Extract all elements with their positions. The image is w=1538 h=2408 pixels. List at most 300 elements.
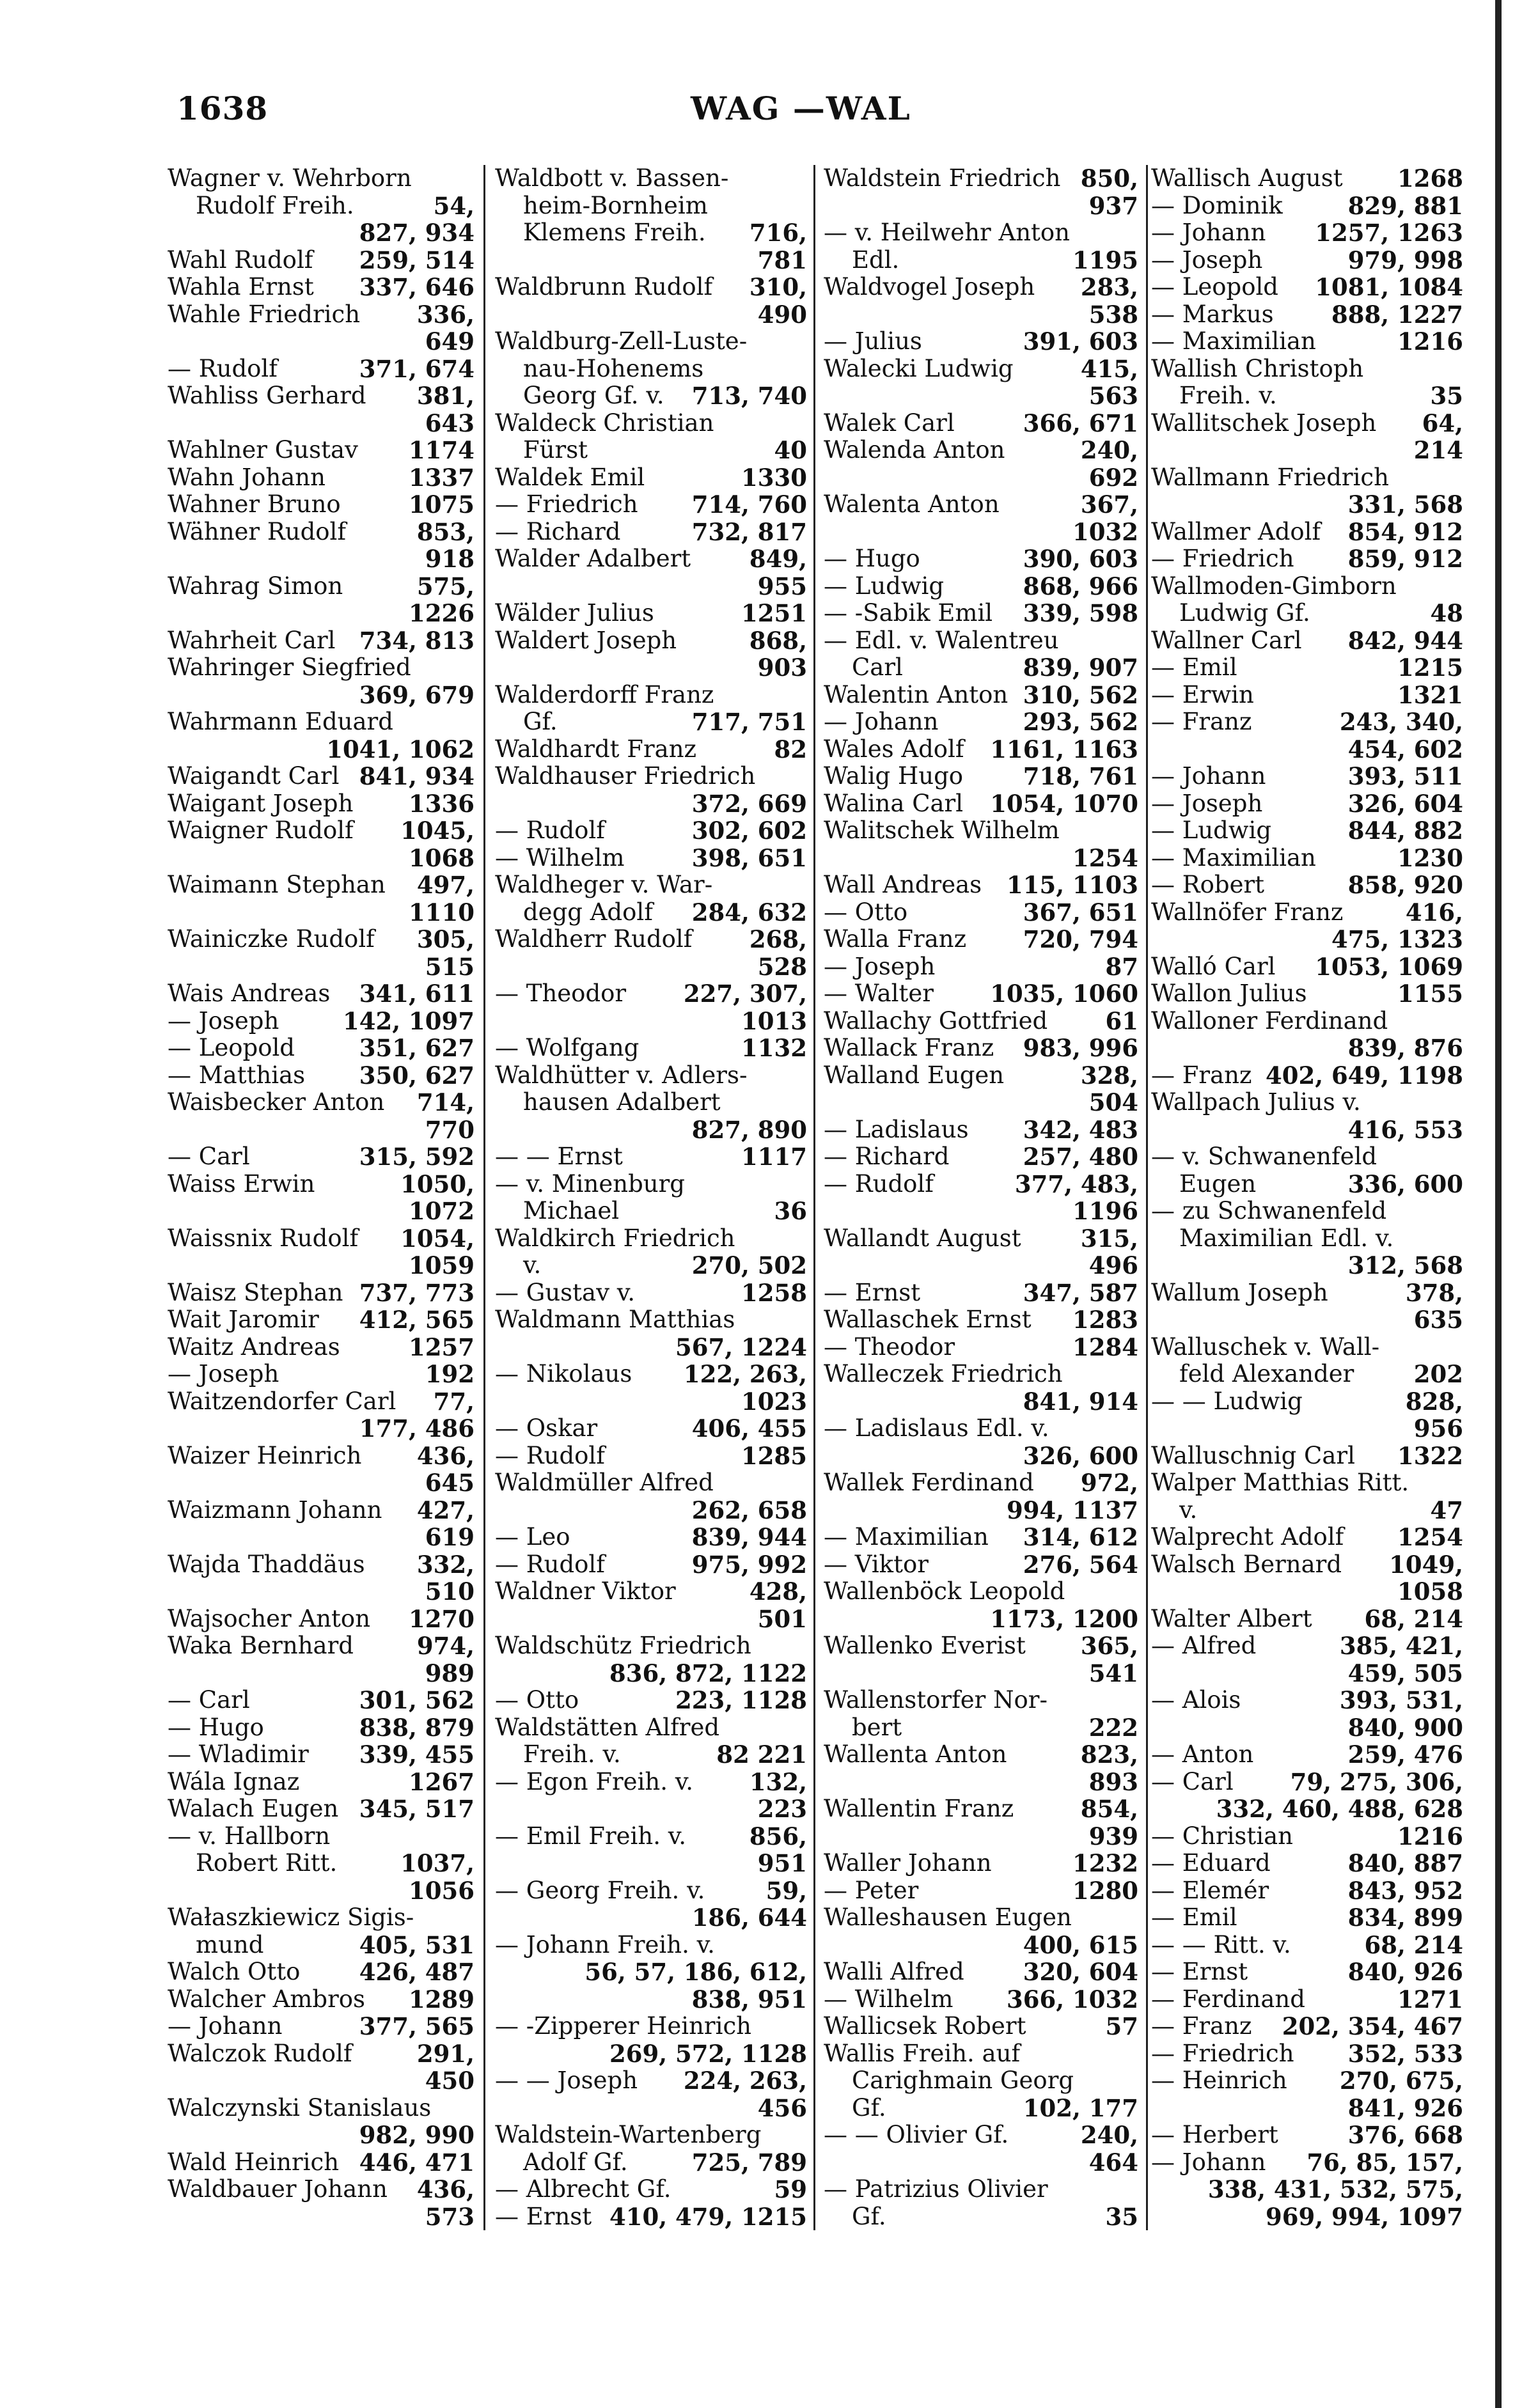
entry-pages: 839, 876: [1347, 1034, 1463, 1062]
index-entry: [168, 437, 475, 464]
entry-pages: 1251: [741, 599, 807, 627]
index-entry: [824, 845, 1138, 872]
index-entry: [168, 2095, 475, 2122]
index-entry: [824, 1904, 1138, 1932]
index-entry: [1151, 382, 1463, 410]
entry-name: Walderdorff Franz: [495, 680, 714, 708]
index-entry: [1151, 1469, 1463, 1497]
entry-name: Waldek Emil: [495, 463, 645, 491]
entry-pages: 87: [1105, 952, 1138, 981]
entry-pages: 314, 612: [1023, 1523, 1138, 1551]
entry-name: Wallnöfer Franz: [1151, 898, 1344, 926]
index-entry: [1151, 1171, 1463, 1198]
entry-pages: 122, 263,: [683, 1360, 807, 1388]
entry-pages: 102, 177: [1023, 2093, 1138, 2122]
entry-pages: 1216: [1397, 327, 1463, 356]
entry-pages: 955: [757, 572, 807, 600]
entry-name: Wallum Joseph: [1151, 1278, 1328, 1306]
entry-name: Walig Hugo: [824, 762, 964, 790]
entry-name: Waldstein Friedrich: [824, 164, 1061, 192]
entry-name: — Ladislaus: [824, 1115, 969, 1143]
entry-name: — Erwin: [1151, 680, 1254, 708]
index-entry: [495, 192, 807, 220]
entry-pages: 1068: [409, 843, 475, 872]
index-entry: [495, 1850, 807, 1877]
entry-pages: 68, 214: [1364, 1930, 1463, 1959]
index-entry: [168, 1551, 475, 1579]
entry-pages: 834, 899: [1347, 1904, 1463, 1932]
index-entry: [824, 953, 1138, 981]
index-entry: [1151, 165, 1463, 192]
index-entry: [168, 1524, 475, 1551]
index-entry: [168, 1932, 475, 1959]
entry-pages: 1257, 1263: [1315, 219, 1463, 247]
entry-name: Waigant Joseph: [168, 789, 354, 817]
entry-pages: 342, 483: [1023, 1115, 1138, 1144]
entry-name: — Johann: [1151, 2148, 1266, 2176]
entry-name: Walluschnig Carl: [1151, 1441, 1355, 1469]
entry-name: — Christian: [1151, 1822, 1293, 1850]
entry-name: — Leo: [495, 1523, 570, 1551]
entry-pages: 841, 914: [1023, 1387, 1138, 1416]
index-entry: [168, 545, 475, 573]
entry-name: Wais Andreas: [168, 980, 331, 1007]
index-entry: [824, 2122, 1138, 2149]
index-entry: [1151, 1632, 1463, 1660]
index-entry: [1151, 1958, 1463, 1986]
entry-name: — Friedrich: [495, 490, 638, 518]
entry-name: Wahn Johann: [168, 463, 326, 491]
index-entry: [824, 247, 1138, 274]
entry-name: — Edl. v. Walentreu: [824, 626, 1059, 654]
entry-name: Wallisch August: [1151, 164, 1343, 192]
index-entry: [168, 2149, 475, 2177]
index-entry: [1151, 1932, 1463, 1959]
index-entry: [168, 2176, 475, 2203]
entry-name: Waimann Stephan: [168, 871, 386, 898]
index-entry: [824, 980, 1138, 1008]
entry-name: Wallandt August: [824, 1224, 1021, 1252]
entry-name: — Alfred: [1151, 1632, 1257, 1659]
index-column-2: [495, 165, 807, 2230]
entry-pages: 1322: [1397, 1441, 1463, 1470]
entry-pages: 367,: [1080, 490, 1138, 519]
entry-name: Waldhauser Friedrich: [495, 762, 756, 790]
index-entry: [1151, 192, 1463, 220]
entry-name: — Heinrich: [1151, 2067, 1287, 2094]
entry-name: — Emil: [1151, 653, 1237, 681]
entry-name: Walek Carl: [824, 409, 955, 437]
entry-pages: 1023: [741, 1387, 807, 1416]
index-entry: [168, 1632, 475, 1660]
entry-pages: 989: [425, 1659, 475, 1687]
index-entry: [495, 1714, 807, 1742]
entry-pages: 446, 471: [359, 2148, 475, 2177]
index-entry: [1151, 573, 1463, 600]
entry-name: Walprecht Adolf: [1151, 1523, 1344, 1551]
entry-name: Maximilian Edl. v.: [1179, 1224, 1394, 1252]
index-entry: [495, 2122, 807, 2149]
index-entry: [824, 328, 1138, 356]
index-entry: [824, 1714, 1138, 1742]
index-entry: [168, 274, 475, 301]
entry-pages: 1035, 1060: [990, 980, 1138, 1008]
entry-pages: 1041, 1062: [326, 735, 475, 763]
entry-pages: 956: [1413, 1414, 1463, 1442]
index-entry: [824, 1795, 1138, 1823]
index-entry: [495, 763, 807, 790]
entry-pages: 1271: [1397, 1985, 1463, 2013]
index-entry: [168, 2067, 475, 2095]
index-entry: [495, 1958, 807, 1986]
entry-pages: 270, 502: [691, 1251, 807, 1279]
entry-pages: 841, 934: [359, 762, 475, 790]
entry-name: Walli Alfred: [824, 1958, 964, 1985]
entry-name: Wajda Thaddäus: [168, 1550, 365, 1578]
index-entry: [168, 1850, 475, 1877]
entry-name: — v. Hallborn: [168, 1822, 331, 1850]
index-entry: [168, 1687, 475, 1714]
index-entry: [1151, 1279, 1463, 1307]
entry-name: Wahrmann Eduard: [168, 708, 393, 735]
index-entry: [824, 1361, 1138, 1388]
index-entry: [824, 165, 1138, 192]
index-entry: [1151, 1497, 1463, 1524]
entry-pages: 269, 572, 1128: [609, 2039, 807, 2068]
index-entry: [168, 219, 475, 247]
index-entry: [824, 2203, 1138, 2231]
index-entry: [1151, 2040, 1463, 2068]
entry-name: Walló Carl: [1151, 952, 1276, 980]
entry-pages: 853,: [416, 517, 475, 546]
index-entry: [168, 1062, 475, 1090]
index-entry: [824, 301, 1138, 329]
index-entry: [824, 274, 1138, 301]
index-entry: [824, 1008, 1138, 1035]
entry-pages: 76, 85, 157,: [1307, 2148, 1463, 2177]
index-entry: [168, 1035, 475, 1062]
index-entry: [168, 1306, 475, 1334]
index-entry: [495, 654, 807, 682]
index-entry: [495, 519, 807, 546]
entry-pages: 436,: [416, 1441, 475, 1470]
entry-name: degg Adolf: [523, 898, 653, 926]
entry-name: — Nikolaus: [495, 1360, 632, 1388]
index-entry: [1151, 627, 1463, 655]
entry-name: — Robert: [1151, 871, 1265, 898]
entry-pages: 1161, 1163: [990, 735, 1138, 763]
entry-name: feld Alexander: [1179, 1360, 1354, 1388]
entry-pages: 385, 421,: [1339, 1632, 1463, 1660]
entry-name: Wallis Freih. auf: [824, 2039, 1021, 2067]
entry-pages: 331, 568: [1347, 490, 1463, 519]
index-entry: [824, 1143, 1138, 1171]
entry-name: — Ludwig: [1151, 817, 1272, 844]
index-entry: [824, 600, 1138, 627]
entry-name: — Ladislaus Edl. v.: [824, 1414, 1049, 1442]
entry-name: Robert Ritt.: [196, 1849, 338, 1877]
entry-pages: 64,: [1422, 409, 1463, 437]
index-entry: [1151, 1089, 1463, 1116]
index-entry: [168, 736, 475, 763]
index-entry: [824, 872, 1138, 899]
entry-name: — Ludwig: [824, 572, 945, 600]
index-entry: [824, 1469, 1138, 1497]
index-entry: [1151, 708, 1463, 736]
entry-name: Waldmann Matthias: [495, 1306, 735, 1333]
index-entry: [168, 953, 475, 981]
entry-pages: 223, 1128: [675, 1686, 807, 1714]
entry-pages: 302, 602: [691, 817, 807, 845]
entry-pages: 259, 514: [359, 246, 475, 274]
index-entry: [168, 899, 475, 926]
index-entry: [168, 1143, 475, 1171]
entry-pages: 54,: [433, 191, 475, 220]
index-entry: [824, 545, 1138, 573]
index-entry: [824, 790, 1138, 818]
index-entry: [168, 1823, 475, 1850]
entry-name: — — Ernst: [495, 1143, 623, 1170]
index-entry: [1151, 437, 1463, 464]
index-entry: [1151, 1850, 1463, 1877]
entry-pages: 352, 533: [1347, 2039, 1463, 2068]
index-entry: [168, 410, 475, 437]
entry-pages: 1285: [741, 1441, 807, 1470]
entry-name: Waizer Heinrich: [168, 1441, 362, 1469]
index-entry: [824, 1932, 1138, 1959]
index-entry: [168, 682, 475, 709]
index-entry: [168, 1904, 475, 1932]
index-entry: [824, 2040, 1138, 2068]
entry-name: — Franz: [1151, 708, 1252, 735]
entry-pages: 186, 644: [691, 1904, 807, 1932]
index-entry: [824, 1606, 1138, 1633]
index-entry: [1151, 1714, 1463, 1742]
entry-pages: 416,: [1405, 898, 1463, 926]
index-entry: [1151, 790, 1463, 818]
index-entry: [168, 2040, 475, 2068]
index-entry: [495, 219, 807, 247]
index-entry: [824, 1089, 1138, 1116]
page-number: 1638: [177, 90, 269, 127]
entry-name: Waisz Stephan: [168, 1278, 343, 1306]
entry-name: — Viktor: [824, 1550, 929, 1578]
entry-name: Gf.: [523, 708, 558, 735]
index-entry: [495, 682, 807, 709]
entry-name: — Joseph: [1151, 246, 1263, 274]
index-entry: [824, 1334, 1138, 1361]
entry-name: Eugen: [1179, 1169, 1257, 1198]
entry-pages: 332, 460, 488, 628: [1216, 1795, 1463, 1823]
index-entry: [495, 1442, 807, 1470]
entry-name: — Leopold: [1151, 273, 1278, 301]
index-entry: [168, 600, 475, 627]
entry-pages: 937: [1088, 191, 1138, 220]
entry-name: Wajsocher Anton: [168, 1604, 371, 1632]
index-entry: [1151, 1524, 1463, 1551]
entry-name: v.: [1179, 1496, 1198, 1524]
entry-name: — v. Minenburg: [495, 1169, 685, 1198]
entry-name: — Georg Freih. v.: [495, 1876, 705, 1904]
index-entry: [495, 600, 807, 627]
entry-pages: 1268: [1397, 164, 1463, 192]
entry-pages: 781: [757, 246, 807, 274]
entry-pages: 398, 651: [691, 843, 807, 872]
index-entry: [824, 1524, 1138, 1551]
index-entry: [824, 1769, 1138, 1796]
entry-pages: 1174: [409, 436, 475, 464]
index-entry: [824, 1198, 1138, 1225]
entry-name: — v. Heilwehr Anton: [824, 219, 1070, 246]
entry-name: Wahl Rudolf: [168, 246, 313, 274]
entry-name: Waitz Andreas: [168, 1333, 340, 1361]
entry-name: — Leopold: [168, 1034, 295, 1061]
entry-pages: 416, 553: [1347, 1115, 1463, 1144]
entry-pages: 47: [1430, 1496, 1463, 1524]
index-entry: [495, 1497, 807, 1524]
entry-pages: 268,: [749, 925, 807, 953]
index-entry: [495, 382, 807, 410]
entry-name: Ludwig Gf.: [1179, 599, 1310, 627]
entry-name: — Rudolf: [495, 1550, 605, 1578]
entry-name: Waldmüller Alfred: [495, 1469, 714, 1496]
index-entry: [824, 356, 1138, 383]
entry-name: Walland Eugen: [824, 1061, 1005, 1089]
entry-pages: 850,: [1080, 164, 1138, 192]
entry-pages: 643: [425, 409, 475, 437]
index-entry: [824, 1823, 1138, 1850]
entry-pages: 326, 604: [1347, 789, 1463, 818]
entry-pages: 1196: [1072, 1197, 1138, 1225]
entry-name: Wallaschek Ernst: [824, 1306, 1032, 1333]
entry-pages: 1013: [741, 1006, 807, 1035]
entry-name: nau-Hohenems: [523, 354, 704, 382]
entry-name: Wainiczke Rudolf: [168, 925, 375, 953]
entry-name: Waldschütz Friedrich: [495, 1632, 751, 1659]
entry-pages: 951: [757, 1849, 807, 1877]
index-entry: [824, 1687, 1138, 1714]
index-entry: [495, 790, 807, 818]
index-entry: [1151, 1035, 1463, 1062]
index-entry: [168, 247, 475, 274]
entry-name: Waldbrunn Rudolf: [495, 273, 713, 301]
entry-name: — Friedrich: [1151, 545, 1294, 572]
index-entry: [168, 1469, 475, 1497]
entry-pages: 312, 568: [1347, 1251, 1463, 1279]
entry-pages: 982, 990: [359, 2121, 475, 2149]
entry-name: Carighmain Georg: [852, 2067, 1074, 2094]
index-entry: [824, 219, 1138, 247]
entry-pages: 1032: [1072, 517, 1138, 546]
entry-pages: 1037,: [400, 1849, 475, 1877]
index-entry: [495, 1795, 807, 1823]
index-entry: [495, 328, 807, 356]
entry-name: — Anton: [1151, 1740, 1254, 1768]
entry-pages: 59,: [765, 1876, 807, 1905]
entry-name: Wahringer Siegfried: [168, 653, 411, 681]
index-entry: [168, 980, 475, 1008]
index-entry: [1151, 1334, 1463, 1361]
entry-name: Wallish Christoph: [1151, 354, 1364, 382]
entry-pages: 575,: [416, 572, 475, 600]
index-entry: [168, 1578, 475, 1606]
index-entry: [824, 1252, 1138, 1279]
index-entry: [1151, 274, 1463, 301]
entry-pages: 496: [1088, 1251, 1138, 1279]
entry-pages: 284, 632: [691, 898, 807, 926]
index-entry: [824, 1062, 1138, 1090]
entry-pages: 59: [774, 2175, 807, 2203]
entry-pages: 1110: [409, 898, 475, 926]
entry-name: — Wladimir: [168, 1740, 309, 1768]
index-entry: [1151, 1198, 1463, 1225]
entry-name: Wahla Ernst: [168, 273, 314, 301]
entry-pages: 854, 912: [1347, 517, 1463, 546]
entry-pages: 351, 627: [359, 1034, 475, 1062]
entry-pages: 501: [757, 1604, 807, 1633]
entry-name: — Wilhelm: [824, 1985, 953, 2013]
entry-pages: 538: [1088, 300, 1138, 329]
index-entry: [1151, 1116, 1463, 1144]
index-entry: [495, 1932, 807, 1959]
entry-pages: 1050,: [400, 1169, 475, 1198]
entry-pages: 450: [425, 2067, 475, 2095]
entry-pages: 1257: [409, 1333, 475, 1361]
entry-name: Rudolf Freih.: [196, 191, 354, 219]
entry-name: — Elemér: [1151, 1876, 1269, 1904]
index-entry: [1151, 1578, 1463, 1606]
index-entry: [495, 1225, 807, 1253]
entry-pages: 893: [1088, 1767, 1138, 1796]
entry-pages: 214: [1413, 436, 1463, 464]
index-entry: [495, 1089, 807, 1116]
index-entry: [495, 817, 807, 845]
entry-pages: 82: [774, 735, 807, 763]
index-entry: [824, 2176, 1138, 2203]
entry-pages: 177, 486: [359, 1414, 475, 1442]
entry-pages: 1215: [1397, 653, 1463, 682]
entry-pages: 36: [774, 1197, 807, 1225]
index-entry: [168, 356, 475, 383]
entry-pages: 115, 1103: [1007, 871, 1138, 899]
entry-name: Wallachy Gottfried: [824, 1006, 1048, 1035]
entry-pages: 320, 604: [1023, 1958, 1138, 1986]
entry-pages: 1258: [741, 1278, 807, 1307]
entry-name: Wahliss Gerhard: [168, 382, 366, 409]
entry-pages: 475, 1323: [1331, 925, 1463, 953]
entry-pages: 202: [1413, 1360, 1463, 1388]
entry-pages: 563: [1088, 382, 1138, 410]
index-entry: [824, 2067, 1138, 2095]
index-entry: [168, 845, 475, 872]
entry-name: — v. Schwanenfeld: [1151, 1143, 1377, 1170]
entry-name: — Theodor: [824, 1333, 955, 1361]
entry-name: Wallmer Adolf: [1151, 517, 1321, 545]
index-entry: [168, 763, 475, 790]
index-entry: [168, 1986, 475, 2013]
entry-pages: 840, 900: [1347, 1713, 1463, 1742]
entry-pages: 40: [774, 436, 807, 464]
entry-name: Waigner Rudolf: [168, 817, 354, 844]
index-entry: [1151, 600, 1463, 627]
entry-name: — — Olivier Gf.: [824, 2121, 1009, 2148]
entry-pages: 983, 996: [1023, 1034, 1138, 1062]
index-entry: [168, 2013, 475, 2040]
index-entry: [168, 573, 475, 600]
entry-name: heim-Bornheim: [523, 191, 708, 219]
entry-pages: 56, 57, 186, 612,: [585, 1958, 807, 1986]
entry-name: — Dominik: [1151, 191, 1283, 219]
